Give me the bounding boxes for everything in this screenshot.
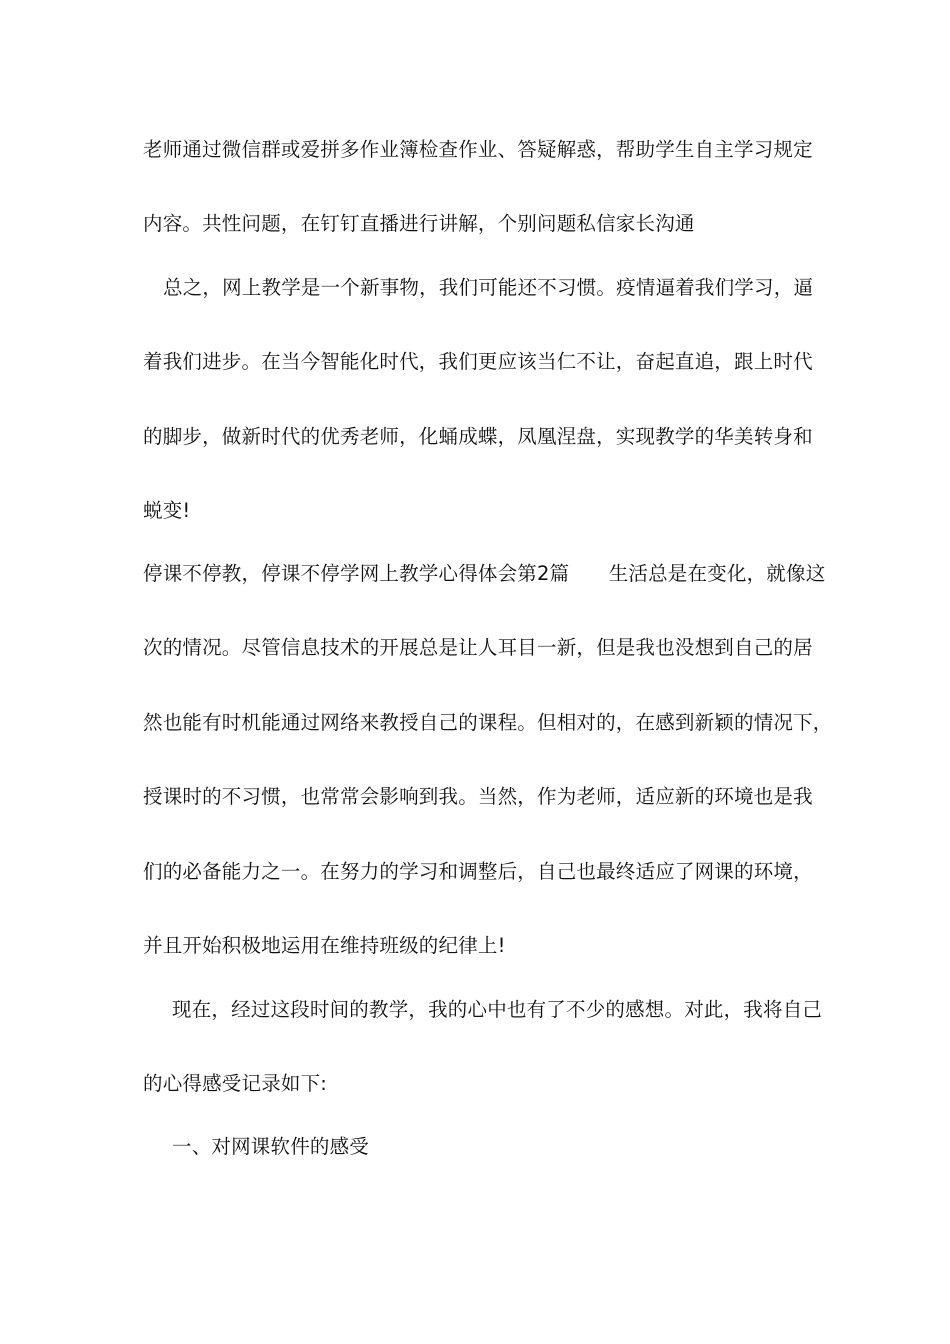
paragraph-line-3: 总之，网上教学是一个新事物，我们可能还不习惯。疫情逼着我们学习，逼	[163, 276, 814, 299]
paragraph-line-13: 现在，经过这段时间的教学，我的心中也有了不少的感想。对此，我将自己	[172, 998, 823, 1021]
paragraph-line-11: 们的必备能力之一。在努力的学习和调整后，自己也最终适应了网课的环境，	[143, 860, 813, 883]
paragraph-line-6: 蜕变!	[143, 499, 191, 522]
paragraph-line-4: 着我们进步。在当今智能化时代，我们更应该当仁不让，奋起直追，跟上时代	[143, 350, 813, 373]
paragraph-line-10: 授课时的不习惯，也常常会影响到我。当然，作为老师，适应新的环境也是我	[143, 785, 813, 808]
section-heading-line: 停课不停教，停课不停学网上教学心得体会第2篇 生活总是在变化，就像这	[143, 562, 826, 585]
subsection-heading: 一、对网课软件的感受	[172, 1135, 370, 1158]
paragraph-line-12: 并且开始积极地运用在维持班级的纪律上!	[143, 934, 506, 957]
paragraph-line-2: 内容。共性问题，在钉钉直播进行讲解，个别问题私信家长沟通	[143, 212, 695, 235]
paragraph-line-8: 次的情况。尽管信息技术的开展总是让人耳目一新，但是我也没想到自己的居	[143, 636, 813, 659]
paragraph-line-1: 老师通过微信群或爱拼多作业簿检查作业、答疑解惑，帮助学生自主学习规定	[143, 138, 813, 161]
paragraph-line-14: 的心得感受记录如下:	[143, 1072, 328, 1095]
paragraph-line-5: 的脚步，做新时代的优秀老师，化蛹成蝶，凤凰涅盘，实现教学的华美转身和	[143, 425, 813, 448]
paragraph-line-9: 然也能有时机能通过网络来教授自己的课程。但相对的，在感到新颖的情况下，	[143, 711, 833, 734]
